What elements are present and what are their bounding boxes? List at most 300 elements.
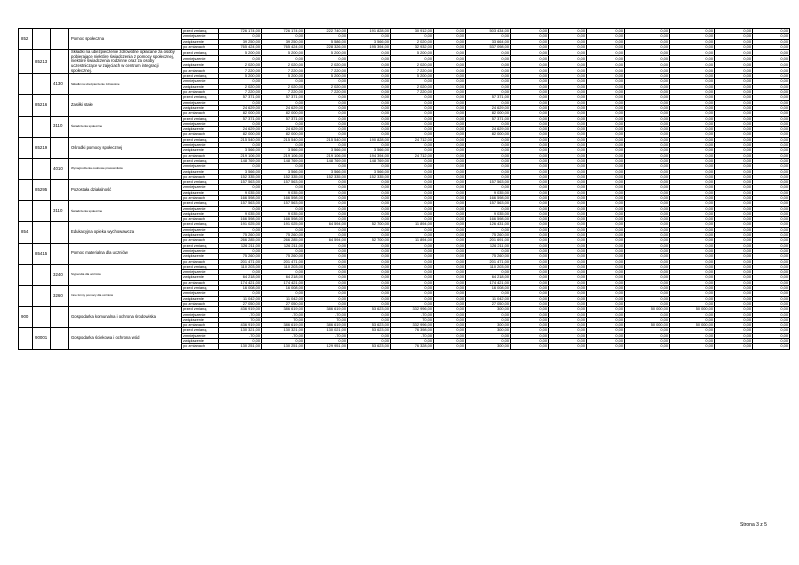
amount-cell: 0,00	[305, 217, 348, 222]
amount-cell: 0,00	[434, 121, 466, 126]
amount-cell: 0,00	[348, 201, 391, 206]
amount-cell: 0,00	[434, 211, 466, 216]
amount-cell: 70,00	[305, 317, 348, 322]
amount-cell: 0,00	[715, 264, 753, 269]
amount-cell: 0,00	[511, 286, 549, 291]
amount-cell: 3 566,00	[305, 169, 348, 174]
amount-cell: 0,00	[715, 307, 753, 312]
amount-cell: 0,00	[391, 143, 434, 148]
amount-cell: 2 020,00	[305, 62, 348, 68]
dzial-code	[19, 286, 33, 307]
amount-cell: 386 619,00	[262, 323, 305, 328]
amount-cell: 3 566,00	[219, 148, 262, 153]
amount-cell: 0,00	[434, 201, 466, 206]
amount-cell: 0,00	[587, 264, 625, 269]
amount-cell: 0,00	[753, 339, 790, 344]
amount-cell: 0,00	[625, 95, 670, 100]
amount-cell: 27 050,00	[219, 301, 262, 306]
amount-cell: 0,00	[670, 174, 715, 179]
amount-cell: 0,00	[625, 328, 670, 333]
amount-cell: 0,00	[715, 121, 753, 126]
amount-cell: 0,00	[715, 39, 753, 44]
amount-cell: 0,00	[549, 100, 587, 105]
amount-cell: 0,00	[348, 34, 391, 39]
amount-cell: 0,00	[753, 137, 790, 142]
amount-cell: 0,00	[305, 206, 348, 211]
row-label: zwiększenie	[182, 275, 219, 280]
amount-cell: 0,00	[670, 180, 715, 185]
amount-cell: 174 421,00	[466, 280, 511, 285]
amount-cell: 7 220,00	[219, 90, 262, 95]
row-label: po zmianach	[182, 132, 219, 137]
amount-cell: 0,00	[434, 111, 466, 116]
amount-cell: 0,00	[549, 328, 587, 333]
amount-cell: 0,00	[715, 317, 753, 322]
amount-cell: 0,00	[549, 111, 587, 116]
amount-cell: 0,00	[434, 100, 466, 105]
amount-cell: 0,00	[549, 275, 587, 280]
amount-cell: 70,00	[391, 317, 434, 322]
amount-cell: 64 218,00	[219, 275, 262, 280]
amount-cell: 0,00	[511, 275, 549, 280]
amount-cell: 0,00	[511, 317, 549, 322]
amount-cell: 5 200,00	[219, 50, 262, 56]
amount-cell: 0,00	[434, 254, 466, 259]
amount-cell: 0,00	[753, 291, 790, 296]
amount-cell: 52 700,00	[348, 238, 391, 243]
amount-cell: 0,00	[391, 132, 434, 137]
amount-cell: 0,00	[715, 291, 753, 296]
item-name: Wynagrodzenia osobowe pracowników	[69, 158, 182, 179]
amount-cell: 0,00	[625, 301, 670, 306]
amount-cell: 0,00	[549, 254, 587, 259]
amount-cell: 0,00	[262, 164, 305, 169]
amount-cell: 194 394,00	[348, 153, 391, 158]
amount-cell: 0,00	[587, 238, 625, 243]
amount-cell: 0,00	[434, 333, 466, 338]
amount-cell: 0,00	[434, 227, 466, 232]
row-label: zwiększenie	[182, 296, 219, 301]
amount-cell: 0,00	[391, 291, 434, 296]
amount-cell: 0,00	[625, 211, 670, 216]
amount-cell: -70,00	[305, 333, 348, 338]
row-label: zwiększenie	[182, 233, 219, 238]
item-name: Pozostała działalność	[69, 180, 182, 201]
amount-cell: 0,00	[466, 312, 511, 317]
amount-cell: 0,00	[670, 111, 715, 116]
amount-cell: 7 220,00	[262, 90, 305, 95]
amount-cell: 152 335,00	[305, 174, 348, 179]
amount-cell: 0,00	[511, 211, 549, 216]
amount-cell: 0,00	[434, 34, 466, 39]
amount-cell: 0,00	[670, 50, 715, 56]
budget-sheet	[18, 28, 790, 350]
amount-cell: 0,00	[625, 238, 670, 243]
amount-cell: 0,00	[625, 270, 670, 275]
amount-cell: 0,00	[434, 317, 466, 322]
amount-cell: 52 700,00	[348, 222, 391, 227]
amount-cell: 0,00	[511, 127, 549, 132]
row-label: zmniejszenie	[182, 206, 219, 211]
amount-cell: 0,00	[753, 344, 790, 349]
amount-cell: 0,00	[348, 121, 391, 126]
amount-cell: 0,00	[511, 323, 549, 328]
amount-cell: 195 394,00	[348, 44, 391, 49]
row-label: zwiększenie	[182, 148, 219, 153]
amount-cell: 0,00	[549, 339, 587, 344]
amount-cell: 0,00	[434, 79, 466, 84]
row-label: zwiększenie	[182, 62, 219, 68]
amount-cell: 0,00	[670, 148, 715, 153]
amount-cell: 0,00	[715, 275, 753, 280]
amount-cell: 2 020,00	[262, 62, 305, 68]
amount-cell: 50 000,00	[670, 307, 715, 312]
amount-cell: 57 371,00	[219, 95, 262, 100]
amount-cell: 157 563,00	[262, 201, 305, 206]
amount-cell: 0,00	[391, 111, 434, 116]
amount-cell: 27 050,00	[262, 301, 305, 306]
amount-cell: 2 020,00	[391, 62, 434, 68]
row-label: po zmianach	[182, 111, 219, 116]
amount-cell: 0,00	[625, 153, 670, 158]
amount-cell: 0,00	[511, 227, 549, 232]
amount-cell: 0,00	[305, 275, 348, 280]
amount-cell: 0,00	[715, 206, 753, 211]
amount-cell: 0,00	[625, 275, 670, 280]
amount-cell: 0,00	[753, 100, 790, 105]
amount-cell: 0,00	[753, 50, 790, 56]
amount-cell: 0,00	[434, 56, 466, 62]
amount-cell: 0,00	[670, 243, 715, 248]
amount-cell: 0,00	[434, 39, 466, 44]
row-label: po zmianach	[182, 344, 219, 349]
amount-cell: 0,00	[511, 50, 549, 56]
amount-cell: 0,00	[549, 39, 587, 44]
amount-cell: 0,00	[670, 158, 715, 163]
amount-cell: 53 623,00	[348, 328, 391, 333]
amount-cell: 0,00	[670, 100, 715, 105]
amount-cell: 0,00	[549, 227, 587, 232]
amount-cell: 24 712,00	[391, 137, 434, 142]
amount-cell: 0,00	[219, 34, 262, 39]
amount-cell: 7 220,00	[219, 68, 262, 74]
dzial-code: 854	[19, 222, 33, 243]
amount-cell: 0,00	[305, 227, 348, 232]
amount-cell: 0,00	[434, 248, 466, 253]
amount-cell: 0,00	[625, 44, 670, 49]
amount-cell: 0,00	[625, 121, 670, 126]
amount-cell: 5 200,00	[391, 74, 434, 79]
amount-cell: 0,00	[391, 100, 434, 105]
amount-cell: 0,00	[511, 296, 549, 301]
amount-cell: 191 025,00	[262, 222, 305, 227]
amount-cell: 0,00	[670, 79, 715, 84]
row-label: zmniejszenie	[182, 312, 219, 317]
amount-cell: 0,00	[434, 153, 466, 158]
amount-cell: 0,00	[305, 79, 348, 84]
amount-cell: 157 563,00	[219, 201, 262, 206]
amount-cell: 726 174,00	[262, 29, 305, 34]
amount-cell: 436 919,00	[219, 307, 262, 312]
amount-cell: 0,00	[549, 153, 587, 158]
amount-cell: 82 000,00	[466, 111, 511, 116]
amount-cell: 0,00	[715, 29, 753, 34]
amount-cell: 0,00	[670, 275, 715, 280]
amount-cell: 266 285,00	[262, 238, 305, 243]
amount-cell: 7 220,00	[305, 68, 348, 74]
paragraf-code	[51, 243, 69, 264]
row-label: przed zmianą	[182, 243, 219, 248]
amount-cell: 130 251,00	[262, 344, 305, 349]
amount-cell: 0,00	[348, 339, 391, 344]
rozdzial-code: 85216	[33, 95, 51, 116]
amount-cell: 110 203,00	[219, 264, 262, 269]
amount-cell: 0,00	[434, 323, 466, 328]
amount-cell: 0,00	[670, 84, 715, 89]
amount-cell: 0,00	[434, 307, 466, 312]
amount-cell: 0,00	[511, 100, 549, 105]
amount-cell: 0,00	[549, 84, 587, 89]
amount-cell: 0,00	[715, 62, 753, 68]
amount-cell: 0,00	[391, 248, 434, 253]
amount-cell: 0,00	[753, 62, 790, 68]
amount-cell: 0,00	[348, 56, 391, 62]
amount-cell: 0,00	[715, 105, 753, 110]
amount-cell: 0,00	[549, 143, 587, 148]
amount-cell: 0,00	[625, 29, 670, 34]
amount-cell: 0,00	[753, 143, 790, 148]
amount-cell: 0,00	[625, 100, 670, 105]
amount-cell: 53 623,00	[348, 323, 391, 328]
dzial-code	[19, 116, 33, 137]
amount-cell: 0,00	[670, 143, 715, 148]
amount-cell: 0,00	[305, 233, 348, 238]
amount-cell: 0,00	[549, 286, 587, 291]
amount-cell: 11 894,00	[391, 222, 434, 227]
amount-cell: 0,00	[466, 185, 511, 190]
amount-cell: 0,00	[434, 137, 466, 142]
amount-cell: 82 000,00	[219, 132, 262, 137]
amount-cell: 0,00	[587, 116, 625, 121]
paragraf-code	[51, 95, 69, 116]
amount-cell: 5 200,00	[262, 74, 305, 79]
row-label: po zmianach	[182, 90, 219, 95]
amount-cell: 0,00	[219, 79, 262, 84]
amount-cell: 0,00	[511, 90, 549, 95]
amount-cell: 0,00	[753, 307, 790, 312]
row-label: po zmianach	[182, 217, 219, 222]
amount-cell: 0,00	[305, 164, 348, 169]
amount-cell: 0,00	[305, 201, 348, 206]
amount-cell: 7 220,00	[391, 90, 434, 95]
amount-cell: 0,00	[549, 105, 587, 110]
amount-cell: 0,00	[670, 280, 715, 285]
amount-cell: 0,00	[434, 270, 466, 275]
amount-cell: 0,00	[587, 333, 625, 338]
paragraf-code	[51, 50, 69, 74]
amount-cell: 0,00	[348, 275, 391, 280]
amount-cell: 0,00	[549, 137, 587, 142]
amount-cell: 191 828,00	[348, 29, 391, 34]
amount-cell: 0,00	[625, 185, 670, 190]
amount-cell: 0,00	[511, 143, 549, 148]
amount-cell: 0,00	[391, 259, 434, 264]
amount-cell: 0,00	[348, 280, 391, 285]
amount-cell: 0,00	[511, 39, 549, 44]
paragraf-code: 4010	[51, 158, 69, 179]
amount-cell: -70,00	[391, 312, 434, 317]
amount-cell: 0,00	[434, 206, 466, 211]
amount-cell: 219 106,00	[219, 153, 262, 158]
amount-cell: 0,00	[587, 185, 625, 190]
row-label: przed zmianą	[182, 158, 219, 163]
amount-cell: 300,00	[466, 323, 511, 328]
amount-cell: 0,00	[348, 264, 391, 269]
amount-cell: 222 740,00	[305, 29, 348, 34]
amount-cell: 0,00	[753, 233, 790, 238]
amount-cell: 0,00	[625, 169, 670, 174]
amount-cell: 27 050,00	[466, 301, 511, 306]
amount-cell: 0,00	[219, 56, 262, 62]
amount-cell: 0,00	[391, 280, 434, 285]
amount-cell: 0,00	[391, 180, 434, 185]
amount-cell: 0,00	[715, 243, 753, 248]
row-label: po zmianach	[182, 259, 219, 264]
row-label: po zmianach	[182, 153, 219, 158]
amount-cell: 0,00	[434, 286, 466, 291]
amount-cell: 0,00	[715, 312, 753, 317]
amount-cell: 130 321,00	[219, 328, 262, 333]
amount-cell: 0,00	[511, 34, 549, 39]
amount-cell: 0,00	[466, 148, 511, 153]
amount-cell: 0,00	[753, 323, 790, 328]
amount-cell: 0,00	[587, 143, 625, 148]
amount-cell: 0,00	[753, 296, 790, 301]
amount-cell: 0,00	[434, 143, 466, 148]
amount-cell: 0,00	[511, 62, 549, 68]
amount-cell: 0,00	[348, 111, 391, 116]
amount-cell: 50 000,00	[625, 323, 670, 328]
amount-cell: 3 566,00	[262, 148, 305, 153]
amount-cell: 0,00	[753, 312, 790, 317]
row-label: zmniejszenie	[182, 333, 219, 338]
amount-cell: 0,00	[587, 217, 625, 222]
item-name: Składki na ubezpieczenie zdrowotne opłacane za osoby pobierające niektóre świadczenia z pomocy społecznej, niektóre świadczenia rodzinne oraz za osoby uczestniczące w zajęciach w centrum integracji społecznej.	[69, 50, 182, 74]
amount-cell: 0,00	[670, 317, 715, 322]
amount-cell: 0,00	[511, 264, 549, 269]
amount-cell: 0,00	[670, 264, 715, 269]
amount-cell: 64 594,00	[305, 238, 348, 243]
amount-cell: 0,00	[625, 34, 670, 39]
dzial-code	[19, 74, 33, 95]
dzial-code: 852	[19, 29, 33, 50]
amount-cell: 0,00	[434, 264, 466, 269]
amount-cell: 0,00	[670, 95, 715, 100]
amount-cell: 0,00	[348, 190, 391, 195]
amount-cell: 0,00	[511, 180, 549, 185]
amount-cell: 0,00	[549, 185, 587, 190]
amount-cell: 386 619,00	[305, 307, 348, 312]
amount-cell: 24 712,00	[391, 153, 434, 158]
amount-cell: 0,00	[348, 333, 391, 338]
amount-cell: 0,00	[348, 68, 391, 74]
amount-cell: 0,00	[587, 195, 625, 200]
amount-cell: 0,00	[549, 222, 587, 227]
amount-cell: 0,00	[670, 62, 715, 68]
amount-cell: 0,00	[305, 116, 348, 121]
amount-cell: 0,00	[262, 100, 305, 105]
amount-cell: 0,00	[466, 317, 511, 322]
amount-cell: 0,00	[625, 174, 670, 179]
amount-cell: 126 211,00	[219, 243, 262, 248]
amount-cell: 129 951,00	[305, 344, 348, 349]
amount-cell: 386 619,00	[262, 307, 305, 312]
amount-cell: 0,00	[670, 56, 715, 62]
amount-cell: 3 566,00	[348, 148, 391, 153]
amount-cell: 0,00	[549, 90, 587, 95]
amount-cell: 0,00	[587, 201, 625, 206]
amount-cell: 75 260,00	[219, 254, 262, 259]
amount-cell: 0,00	[670, 227, 715, 232]
amount-cell: 201 691,00	[466, 238, 511, 243]
amount-cell: 0,00	[715, 222, 753, 227]
amount-cell: 0,00	[305, 190, 348, 195]
amount-cell: 0,00	[753, 74, 790, 79]
row-label: zmniejszenie	[182, 227, 219, 232]
amount-cell: 0,00	[587, 127, 625, 132]
amount-cell: 0,00	[753, 132, 790, 137]
amount-cell: 0,00	[587, 174, 625, 179]
amount-cell: 0,00	[670, 233, 715, 238]
paragraf-code	[51, 307, 69, 328]
amount-cell: 0,00	[587, 62, 625, 68]
amount-cell: 24 629,00	[466, 105, 511, 110]
amount-cell: 0,00	[753, 90, 790, 95]
row-label: przed zmianą	[182, 74, 219, 79]
amount-cell: 0,00	[715, 44, 753, 49]
amount-cell: 0,00	[753, 280, 790, 285]
amount-cell: 0,00	[391, 174, 434, 179]
amount-cell: 0,00	[715, 248, 753, 253]
amount-cell: 0,00	[715, 34, 753, 39]
amount-cell: 0,00	[753, 185, 790, 190]
amount-cell: 7 220,00	[262, 68, 305, 74]
amount-cell: 0,00	[466, 56, 511, 62]
rozdzial-code: 90001	[33, 328, 51, 349]
row-label: po zmianach	[182, 238, 219, 243]
amount-cell: 0,00	[549, 201, 587, 206]
amount-cell: 0,00	[348, 217, 391, 222]
amount-cell: 70,00	[219, 317, 262, 322]
amount-cell: 0,00	[715, 143, 753, 148]
amount-cell: 0,00	[587, 206, 625, 211]
amount-cell: 0,00	[549, 217, 587, 222]
amount-cell: 0,00	[549, 323, 587, 328]
amount-cell: 0,00	[715, 164, 753, 169]
amount-cell: 0,00	[625, 143, 670, 148]
amount-cell: 0,00	[391, 79, 434, 84]
amount-cell: 0,00	[391, 105, 434, 110]
amount-cell: 0,00	[434, 74, 466, 79]
amount-cell: 0,00	[511, 248, 549, 253]
amount-cell: 0,00	[391, 206, 434, 211]
amount-cell: 0,00	[715, 79, 753, 84]
amount-cell: 332 996,00	[391, 307, 434, 312]
amount-cell: 0,00	[348, 233, 391, 238]
rozdzial-code	[33, 201, 51, 222]
amount-cell: 9 035,00	[466, 190, 511, 195]
amount-cell: 166 598,00	[262, 217, 305, 222]
